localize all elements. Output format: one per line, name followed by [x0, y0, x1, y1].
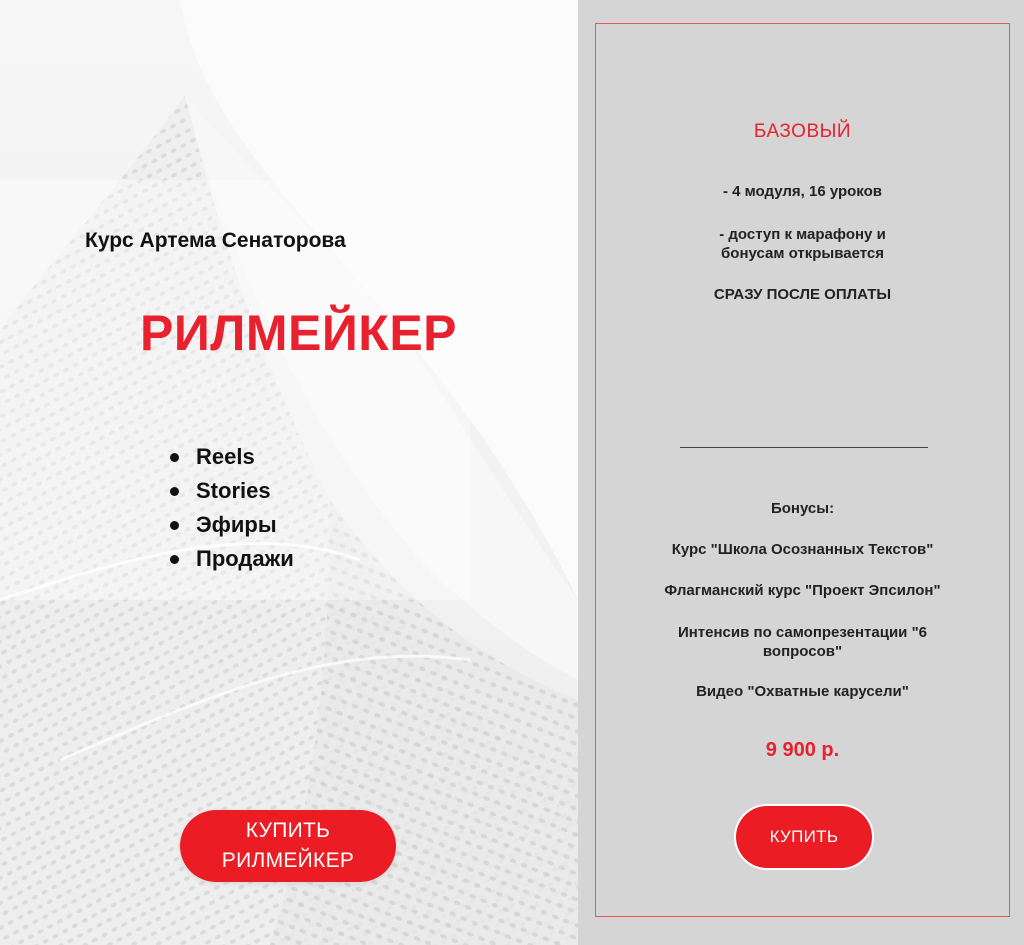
- plan-detail-after-payment: СРАЗУ ПОСЛЕ ОПЛАТЫ: [713, 286, 892, 303]
- feature-label: Stories: [196, 478, 271, 503]
- feature-label: Продажи: [196, 546, 294, 571]
- bonus-item: Интенсив по самопрезентации "6 вопросов": [677, 624, 928, 660]
- bonus-item: Видео "Охватные карусели": [696, 683, 909, 700]
- bonuses-heading: Бонусы:: [770, 500, 835, 517]
- plan-detail-modules: - 4 модуля, 16 уроков: [722, 183, 883, 200]
- pricing-card: [595, 23, 1010, 917]
- feature-list: [168, 440, 294, 576]
- plan-detail-access: - доступ к марафону и бонусам открывается: [719, 226, 886, 262]
- course-title: РИЛМЕЙКЕР: [140, 305, 458, 361]
- feature-item: [168, 440, 294, 474]
- bullet-icon: [170, 521, 179, 530]
- pricing-panel: [578, 0, 1024, 945]
- price: 9 900 р.: [765, 739, 840, 761]
- feature-label: Reels: [196, 444, 255, 469]
- course-author: Курс Артема Сенаторова: [85, 229, 346, 252]
- bullet-icon: [170, 555, 179, 564]
- feature-label: Эфиры: [196, 512, 277, 537]
- plan-name: БАЗОВЫЙ: [753, 121, 852, 142]
- feature-item: [168, 542, 294, 576]
- bullet-icon: [170, 487, 179, 496]
- buy-plan-button[interactable]: КУПИТЬ: [736, 806, 872, 868]
- feature-item: [168, 474, 294, 508]
- bonus-item: Флагманский курс "Проект Эпсилон": [664, 582, 941, 599]
- feature-item: [168, 508, 294, 542]
- divider: [680, 447, 928, 448]
- bonus-item: Курс "Школа Осознанных Текстов": [671, 541, 934, 558]
- buy-course-button[interactable]: КУПИТЬ РИЛМЕЙКЕР: [180, 810, 396, 882]
- bullet-icon: [170, 453, 179, 462]
